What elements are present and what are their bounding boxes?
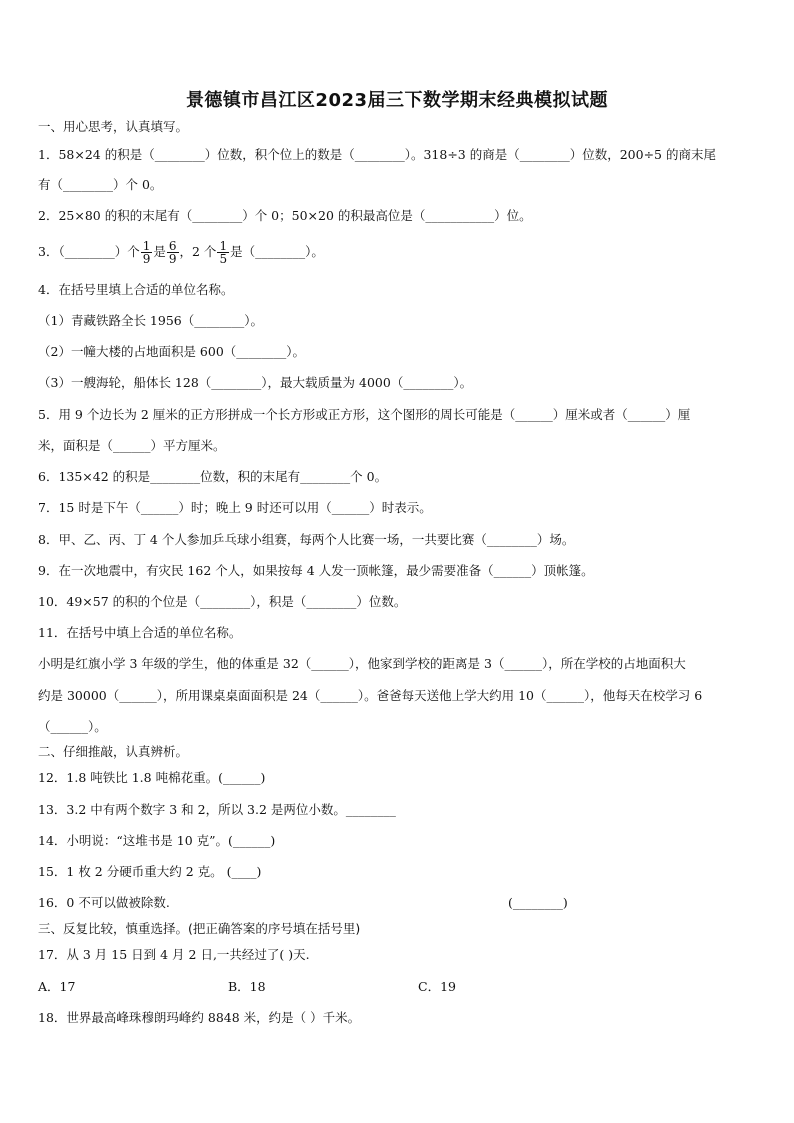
question-17-options bbox=[38, 978, 760, 996]
question-11-line-1: 小明是红旗小学 3 年级的学生，他的体重是 32（______），他家到学校的距离是 3（______），所在学校的占地面积大 bbox=[38, 656, 686, 671]
fraction-denominator: 9 bbox=[142, 252, 151, 266]
question-10: 10．49×57 的积的个位是（________），积是（________）位数。 bbox=[38, 594, 407, 609]
question-7: 7．15 时是下午（______）时；晚上 9 时还可以用（______）时表示。 bbox=[38, 500, 432, 515]
question-16 bbox=[38, 894, 760, 912]
question-8: 8．甲、乙、丙、丁 4 个人参加乒乓球小组赛，每两个人比赛一场，一共要比赛（________）场。 bbox=[38, 532, 575, 547]
fraction-6-9 bbox=[167, 240, 179, 265]
fraction-denominator: 9 bbox=[168, 252, 177, 266]
question-13: 13．3.2 中有两个数字 3 和 2，所以 3.2 是两位小数。________ bbox=[38, 802, 396, 817]
question-4-stem: 4．在括号里填上合适的单位名称。 bbox=[38, 282, 234, 297]
question-3-part-2: 是 bbox=[153, 244, 166, 259]
fraction-1-5 bbox=[217, 240, 229, 265]
question-4-sub-1: （1）青藏铁路全长 1956（________）。 bbox=[38, 313, 263, 328]
question-5-line-1: 5．用 9 个边长为 2 厘米的正方形拼成一个长方形或正方形，这个图形的周长可能是（______）厘米或者（______）厘 bbox=[38, 407, 691, 422]
question-5-line-2: 米，面积是（______）平方厘米。 bbox=[38, 438, 226, 453]
question-16-text: 16．0 不可以做被除数. bbox=[38, 895, 170, 910]
question-4-sub-2: （2）一幢大楼的占地面积是 600（________）。 bbox=[38, 344, 306, 359]
question-9: 9．在一次地震中，有灾民 162 个人，如果按每 4 人发一顶帐篷，最少需要准备（______）顶帐篷。 bbox=[38, 563, 594, 578]
section-2-heading: 二、仔细推敲，认真辨析。 bbox=[38, 744, 189, 759]
question-3 bbox=[38, 234, 760, 270]
question-12: 12．1.8 吨铁比 1.8 吨棉花重。(______) bbox=[38, 770, 266, 785]
question-3-part-4: 是（________）。 bbox=[230, 244, 324, 259]
question-2: 2．25×80 的积的末尾有（________）个 0；50×20 的积最高位是（___________）位。 bbox=[38, 208, 532, 223]
fraction-numerator: 6 bbox=[168, 239, 177, 253]
question-4-sub-3: （3）一艘海轮，船体长 128（________），最大载质量为 4000（________）。 bbox=[38, 375, 473, 390]
fraction-1-9 bbox=[141, 240, 153, 265]
question-17-stem: 17．从 3 月 15 日到 4 月 2 日,一共经过了( )天. bbox=[38, 947, 310, 962]
question-6: 6．135×42 的积是________位数，积的末尾有________个 0。 bbox=[38, 469, 388, 484]
fraction-numerator: 1 bbox=[219, 239, 228, 253]
question-1-line-2: 有（________）个 0。 bbox=[38, 177, 163, 192]
question-11-line-2: 约是 30000（______），所用课桌桌面面积是 24（______）。爸爸每天送他上学大约用 10（______），他每天在校学习 6 bbox=[38, 688, 703, 703]
option-a: A．17 bbox=[38, 979, 76, 994]
section-1-heading: 一、用心思考，认真填写。 bbox=[38, 119, 189, 134]
option-c: C．19 bbox=[418, 979, 456, 994]
question-15: 15．1 枚 2 分硬币重大约 2 克。 (____) bbox=[38, 864, 262, 879]
question-11-line-3: （______）。 bbox=[38, 719, 107, 734]
question-1-line-1: 1．58×24 的积是（________）位数，积个位上的数是（________）。318÷3 的商是（________）位数，200÷5 的商末尾 bbox=[38, 147, 716, 162]
question-18: 18．世界最高峰珠穆朗玛峰约 8848 米，约是（ ）千米。 bbox=[38, 1010, 361, 1025]
question-14: 14．小明说：“这堆书是 10 克”。(______) bbox=[38, 833, 276, 848]
question-3-part-1: 3．（________）个 bbox=[38, 244, 140, 259]
answer-blank: (________) bbox=[508, 895, 568, 910]
page-title: 景德镇市昌江区2023届三下数学期末经典模拟试题 bbox=[185, 90, 609, 111]
question-3-part-3: ，2 个 bbox=[179, 244, 217, 259]
question-11-stem: 11．在括号中填上合适的单位名称。 bbox=[38, 625, 242, 640]
fraction-denominator: 5 bbox=[219, 252, 228, 266]
option-b: B．18 bbox=[228, 979, 266, 994]
fraction-numerator: 1 bbox=[142, 239, 151, 253]
section-3-heading: 三、反复比较，慎重选择。(把正确答案的序号填在括号里) bbox=[38, 921, 361, 936]
